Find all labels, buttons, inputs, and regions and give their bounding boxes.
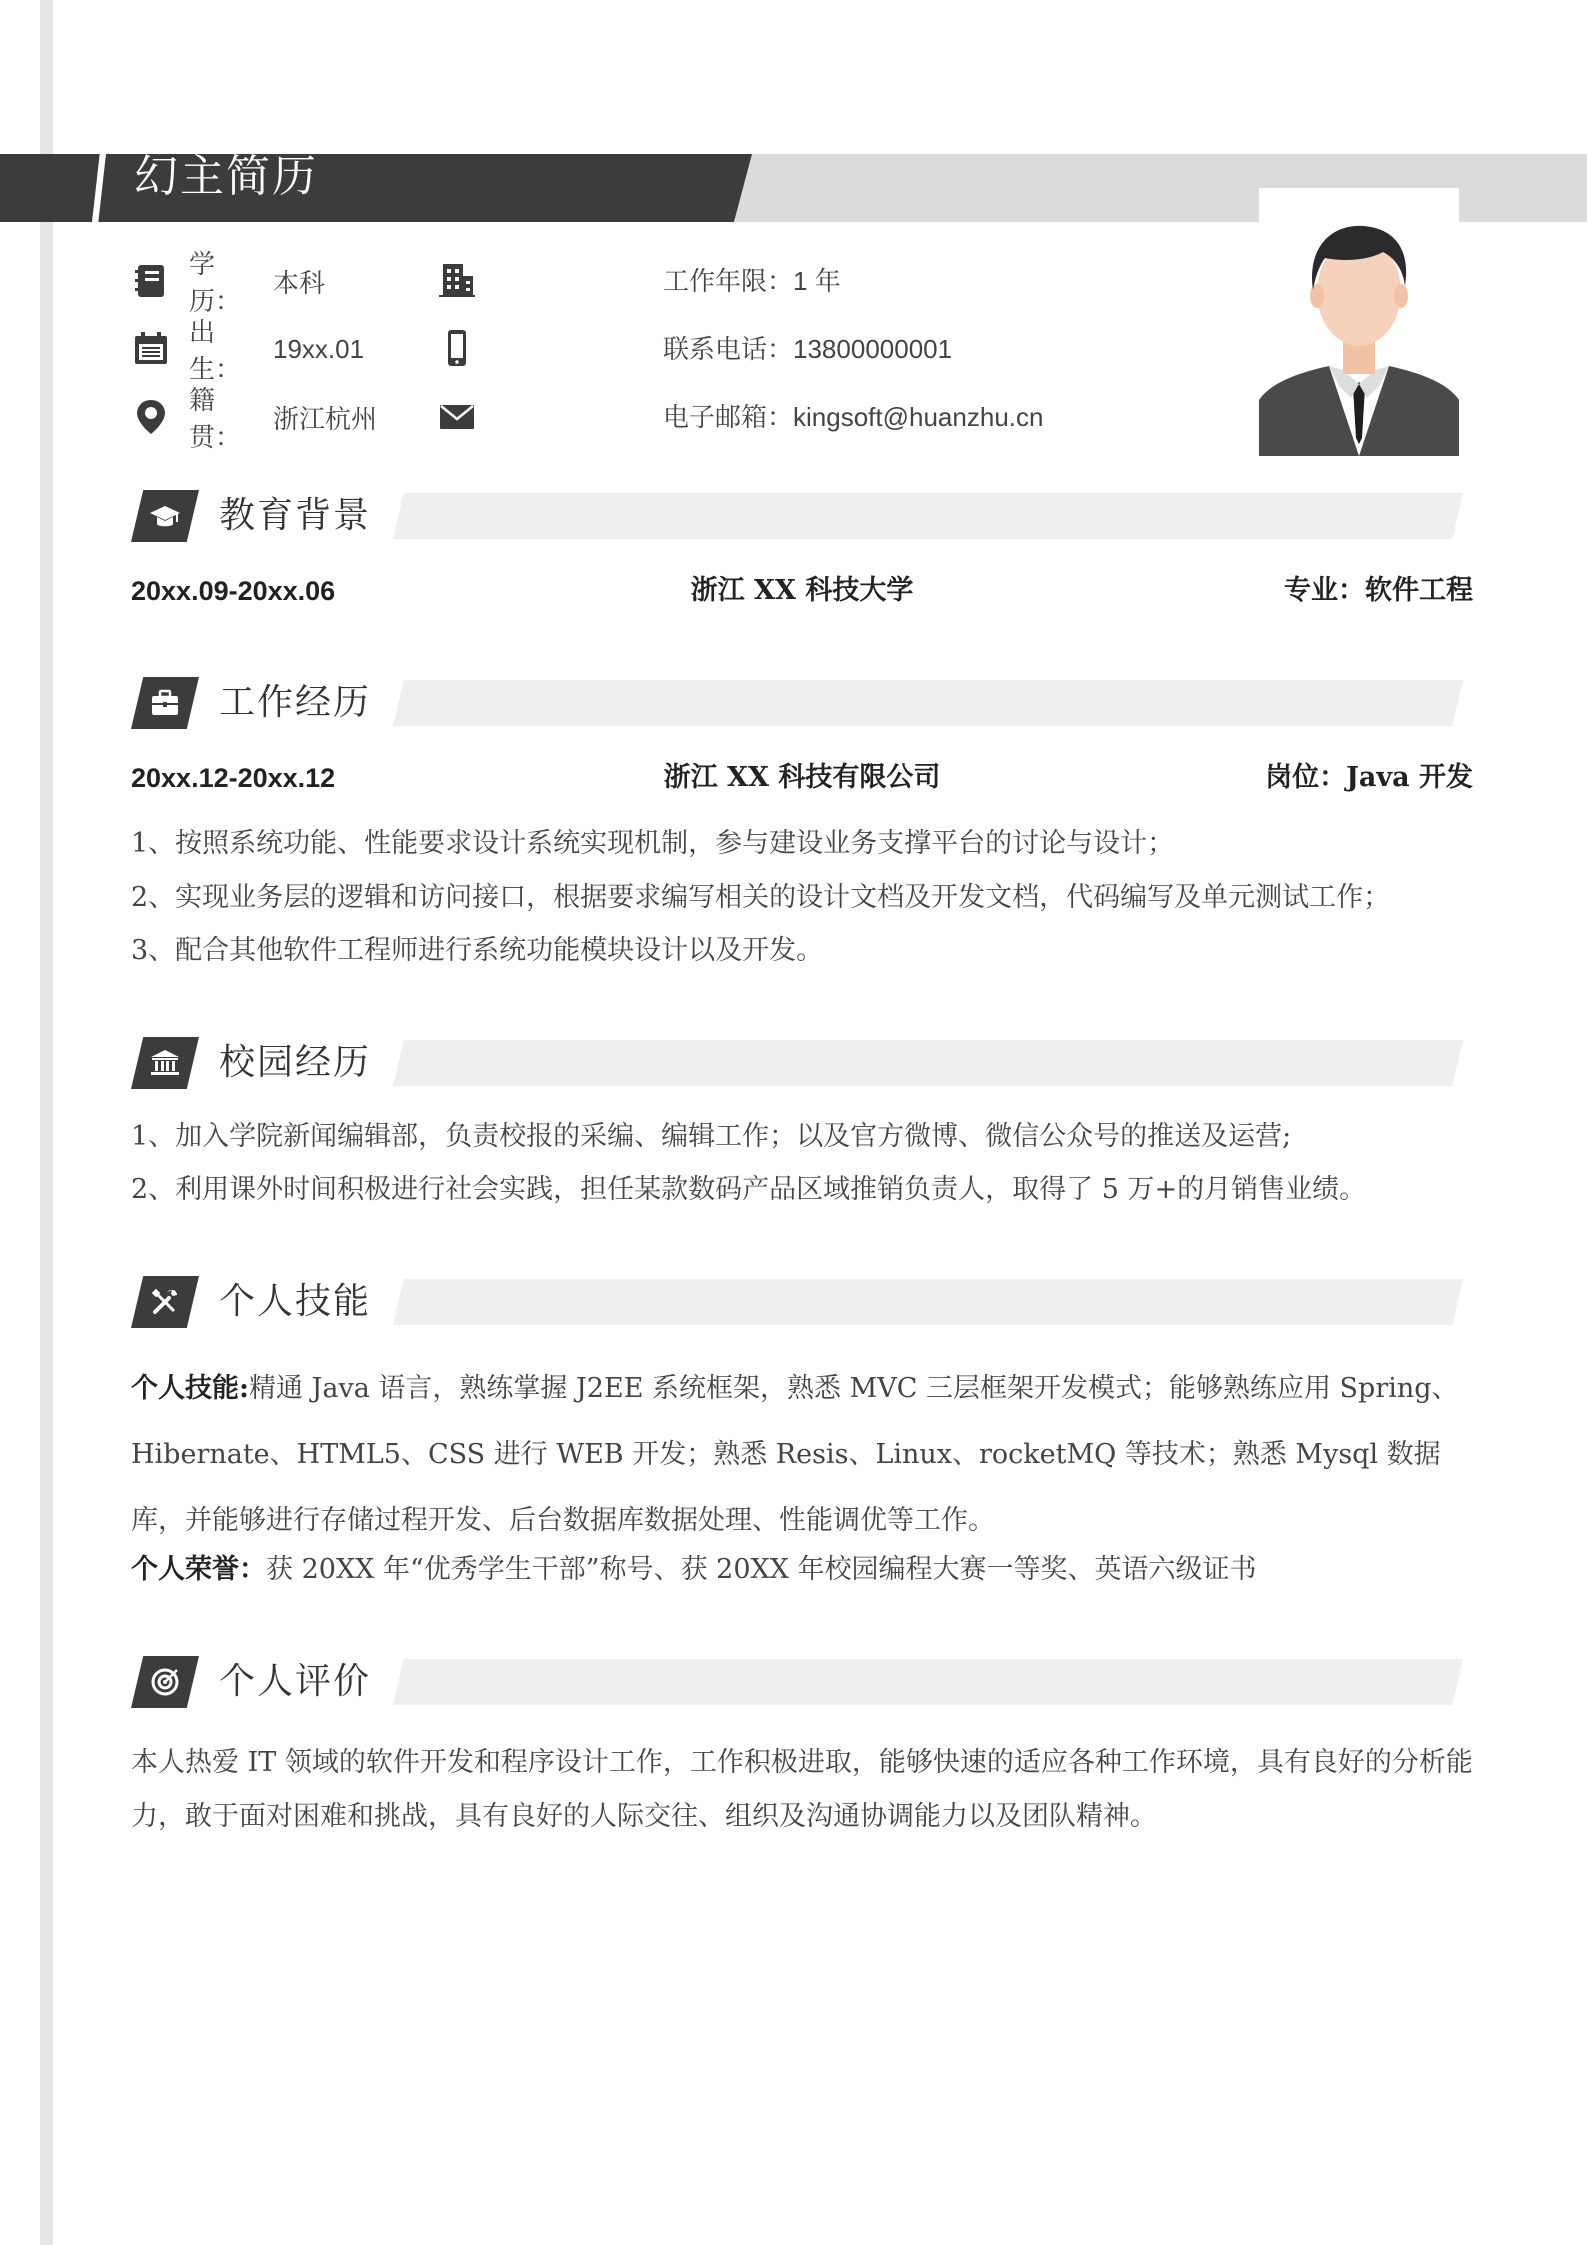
notebook-icon [131,261,171,301]
education-entry [131,569,1473,613]
envelope-icon [437,396,477,436]
work-period: 20xx.12-20xx.12 [131,763,336,793]
section-icon-box [131,1656,199,1708]
target-icon [149,1666,181,1698]
section-icon-box [131,1276,199,1328]
section-header-campus [131,1037,1463,1089]
section-header-education [131,490,1463,542]
info-origin-value: 浙江杭州 [273,404,378,435]
info-work-years-label: 工作年限： [663,267,794,297]
section-title-evaluation: 个人评价 [219,1661,372,1702]
info-education-label: 学 历： [189,250,268,317]
section-header-skills [131,1276,1463,1328]
avatar [1259,188,1459,456]
education-period: 20xx.09-20xx.06 [131,576,336,606]
section-bar [393,1279,1463,1325]
section-title-skills: 个人技能 [219,1281,372,1322]
info-birth-value: 19xx.01 [273,333,365,364]
info-email [663,394,1043,440]
section-header-evaluation [131,1656,1463,1708]
evaluation-text: 本人热爱 IT 领域的软件开发和程序设计工作，工作积极进取，能够快速的适应各种工作环境，具有良好的分析能力，敢于面对困难和挑战，具有良好的人际交往、组织及沟通协调能力以及团队精神。 [131,1747,1473,1832]
section-title-education: 教育背景 [219,495,372,536]
work-item: 2、实现业务层的逻辑和访问接口，根据要求编写相关的设计文档及开发文档，代码编写及单元测试工作； [131,882,1391,913]
building-icon [437,260,477,300]
work-item: 3、配合其他软件工程师进行系统功能模块设计以及开发。 [131,935,824,966]
mobile-phone-icon [437,328,477,368]
location-pin-icon [131,397,171,437]
info-phone-value: 13800000001 [793,334,953,364]
campus-item: 1、加入学院新闻编辑部，负责校报的采编、编辑工作；以及官方微博、微信公众号的推送及运营; [131,1121,1292,1152]
education-major: 专业：软件工程 [1284,575,1473,606]
institution-icon [149,1047,181,1079]
info-phone [663,326,952,372]
resume-title: 幻主简历 [134,151,318,202]
section-header-work [131,677,1463,729]
briefcase-icon [149,687,181,719]
skills-text: 精通 Java 语言，熟练掌握 J2EE 系统框架，熟悉 MVC 三层框架开发模式；能够熟练应用 Spring、Hibernate、HTML5、CSS 进行 WEB 开发；熟悉 Resis、Linux、rocketMQ 等技术；熟悉 Mysql 数据库，并能够进行存储过程开发、后台数据库数据处理、性能调优等工作。 [131,1373,1459,1536]
info-phone-label: 联系电话： [663,335,794,365]
section-icon-box [131,1037,199,1089]
section-bar [393,1040,1463,1086]
honors-paragraph [131,1550,1481,1590]
skills-label: 个人技能: [131,1373,249,1404]
honors-text: 获 20XX 年“优秀学生干部”称号、获 20XX 年校园编程大赛一等奖、英语六级证书 [266,1554,1257,1585]
section-bar [393,493,1463,539]
section-title-campus: 校园经历 [219,1042,372,1083]
info-work-years [663,258,841,304]
section-icon-box [131,677,199,729]
header-banner-light [735,154,1587,222]
info-email-value: kingsoft@huanzhu.cn [793,402,1044,432]
section-icon-box [131,490,199,542]
info-education-value: 本科 [273,268,326,299]
honors-label: 个人荣誉： [131,1554,266,1585]
graduation-cap-icon [149,500,181,532]
tools-icon [149,1286,181,1318]
work-position: 岗位：Java 开发 [1265,762,1473,793]
header-banner-dark [0,154,752,222]
section-bar [393,680,1463,726]
info-birth-label: 出 生： [189,318,268,385]
left-margin-bar [40,0,53,2245]
work-company: 浙江 XX 科技有限公司 [663,762,941,793]
section-bar [393,1659,1463,1705]
calendar-icon [131,329,171,369]
campus-item: 2、利用课外时间积极进行社会实践，担任某款数码产品区域推销负责人，取得了 5 万+的月销售业绩。 [131,1174,1367,1205]
work-entry [131,756,1473,800]
work-item: 1、按照系统功能、性能要求设计系统实现机制，参与建设业务支撑平台的讨论与设计； [131,828,1175,859]
section-title-work: 工作经历 [219,682,372,723]
info-origin [131,386,378,453]
info-origin-label: 籍 贯： [189,386,268,453]
info-work-years-value: 1 年 [793,266,841,296]
skills-paragraph [131,1356,1476,1554]
info-birth [131,318,365,385]
info-education [131,250,326,317]
info-email-label: 电子邮箱： [663,403,794,433]
education-school: 浙江 XX 科技大学 [690,575,914,606]
